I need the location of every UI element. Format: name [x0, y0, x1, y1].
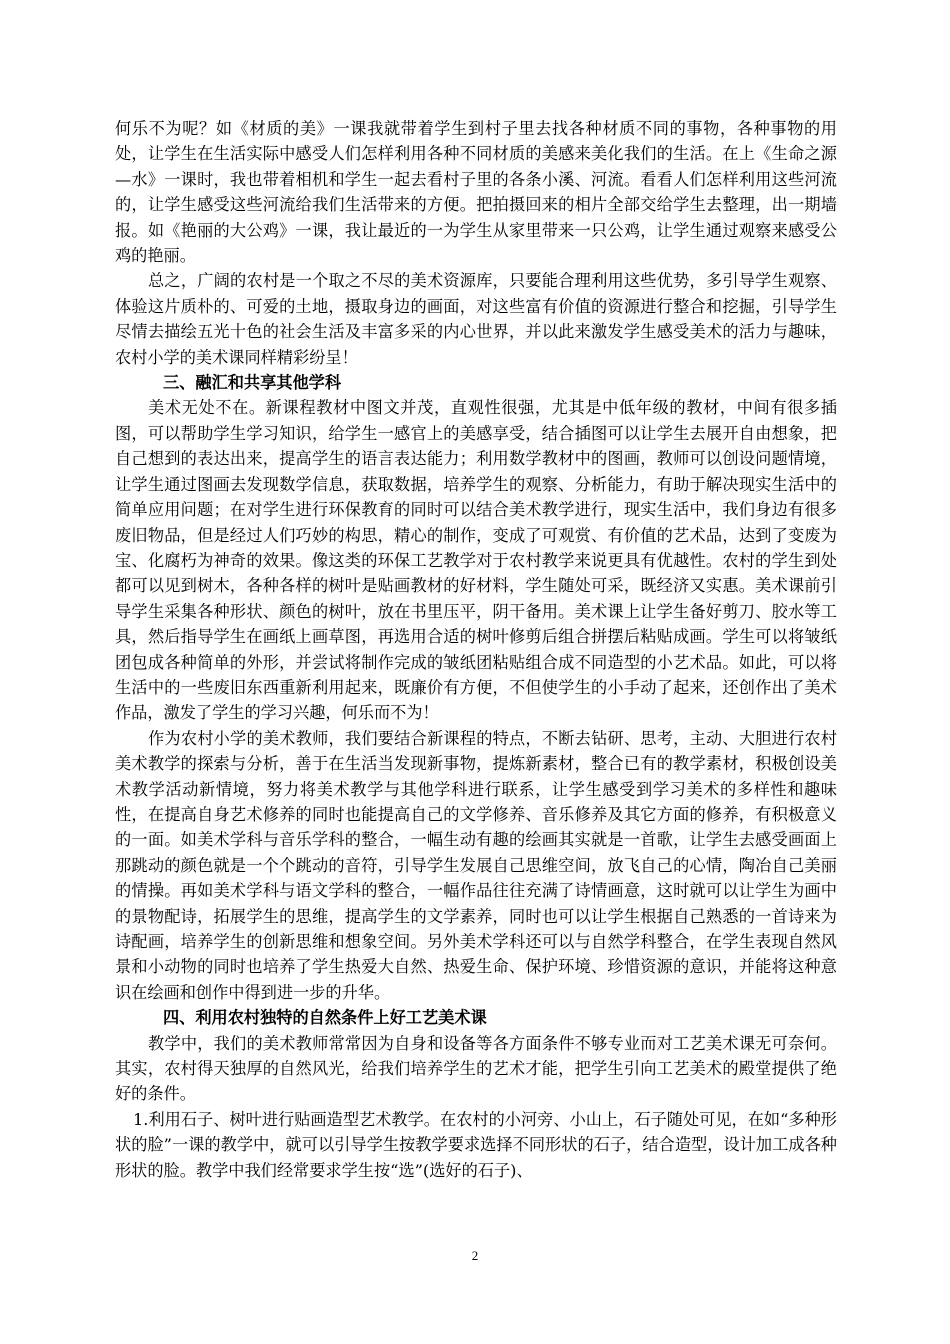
paragraph-1: 何乐不为呢？如《材质的美》一课我就带着学生到村子里去找各种材质不同的事物，各种事物的用处，让学生在生活实际中感受人们怎样利用各种不同材质的美感来美化我们的生活。在上《生命之源—水》一课时，我也带着相机和学生一起去看村子里的各条小溪、河流。看看人们怎样利用这些河流的，让学生感受这些河流给我们生活带来的方便。把拍摄回来的相片全部交给学生去整理，出一期墙报。如《艳丽的大公鸡》一课，我让最近的一为学生从家里带来一只公鸡，让学生通过观察来感受公鸡的艳丽。 [115, 119, 837, 266]
section-heading-3: 三、融汇和共享其他学科 [163, 373, 342, 393]
section-heading-4: 四、利用农村独特的自然条件上好工艺美术课 [163, 1008, 487, 1028]
page-body [115, 116, 837, 1183]
paragraph-5: 教学中，我们的美术教师常常因为自身和设备等各方面条件不够专业而对工艺美术课无可奈何。其实，农村得天独厚的自然风光，给我们培养学生的艺术才能，把学生引向工艺美术的殿堂提供了绝好的条件。 [115, 1033, 837, 1104]
page-number: 2 [471, 1248, 479, 1263]
paragraph-4: 作为农村小学的美术教师，我们要结合新课程的特点，不断去钻研、思考，主动、大胆进行农村美术教学的探索与分析，善于在生活当发现新事物，提炼新素材，整合已有的教学素材，积极创设美术教学活动新情境，努力将美术教学与其他学科进行联系，让学生感受到学习美术的多样性和趣味性，在提高自身艺术修养的同时也能提高自己的文学修养、音乐修养及其它方面的修养，有积极意义的一面。如美术学科与音乐学科的整合，一幅生动有趣的绘画其实就是一首歌，让学生去感受画面上那跳动的颜色就是一个个跳动的音符，引导学生发展自己思维空间，放飞自己的心情，陶冶自己美丽的情操。再如美术学科与语文学科的整合，一幅作品往往充满了诗情画意，这时就可以让学生为画中的景物配诗，拓展学生的思维，提高学生的文学素养，同时也可以让学生根据自己熟悉的一首诗来为诗配画，培养学生的创新思维和想象空间。另外美术学科还可以与自然学科整合，在学生表现自然风景和小动物的同时也培养了学生热爱大自然、热爱生命、保护环境、珍惜资源的意识，并能将这种意识在绘画和创作中得到进一步的升华。 [115, 728, 837, 1002]
paragraph-2: 总之，广阔的农村是一个取之不尽的美术资源库，只要能合理利用这些优势，多引导学生观察、体验这片质朴的、可爱的土地，摄取身边的画面，对这些富有价值的资源进行整合和挖掘，引导学生尽情去描绘五光十色的社会生活及丰富多采的内心世界，并以此来激发学生感受美术的活力与趣味， 农村小学的美术课同样精彩纷呈！ [115, 271, 837, 367]
paragraph-3: 美术无处不在。新课程教材中图文并茂，直观性很强，尤其是中低年级的教材，中间有很多插图，可以帮助学生学习知识，给学生一感官上的美感享受，结合插图可以让学生去展开自由想象，把自己想到的表达出来，提高学生的语言表达能力；利用数学教材中的图画，教师可以创设问题情境，让学生通过图画去发现数学信息，获取数据，培养学生的观察、分析能力，有助于解决现实生活中的简单应用问题；在对学生进行环保教育的同时可以结合美术教学进行，现实生活中，我们身边有很多废旧物品，但是经过人们巧妙的构思，精心的制作，变成了可观赏、有价值的艺术品，达到了变废为宝、化腐朽为神奇的效果。像这类的环保工艺教学对于农村教学来说更具有优越性。农村的学生到处都可以见到树木，各种各样的树叶是贴画教材的好材料，学生随处可采，既经济又实惠。美术课前引导学生采集各种形状、颜色的树叶，放在书里压平，阴干备用。美术课上让学生备好剪刀、胶水等工具，然后指导学生在画纸上画草图，再选用合适的树叶修剪后组合拼摆后粘贴成画。学生可以将皱纸团包成各种简单的外形，并尝试将制作完成的皱纸团粘贴组合成不同造型的小艺术品。如此，可以将生活中的一些废旧东西重新利用起来，既廉价有方便，不但使学生的小手动了起来，还创作出了美术作品，激发了学生的学习兴趣，何乐而不为！ [115, 398, 837, 723]
paragraph-6: 1.利用石子、树叶进行贴画造型艺术教学。在农村的小河旁、小山上，石子随处可见，在如“多种形状的脸”一课的教学中，就可以引导学生按教学要求选择不同形状的石子，结合造型，设计加工成各种形状的脸。教学中我们经常要求学生按“选”(选好的石子)、 [115, 1109, 837, 1180]
